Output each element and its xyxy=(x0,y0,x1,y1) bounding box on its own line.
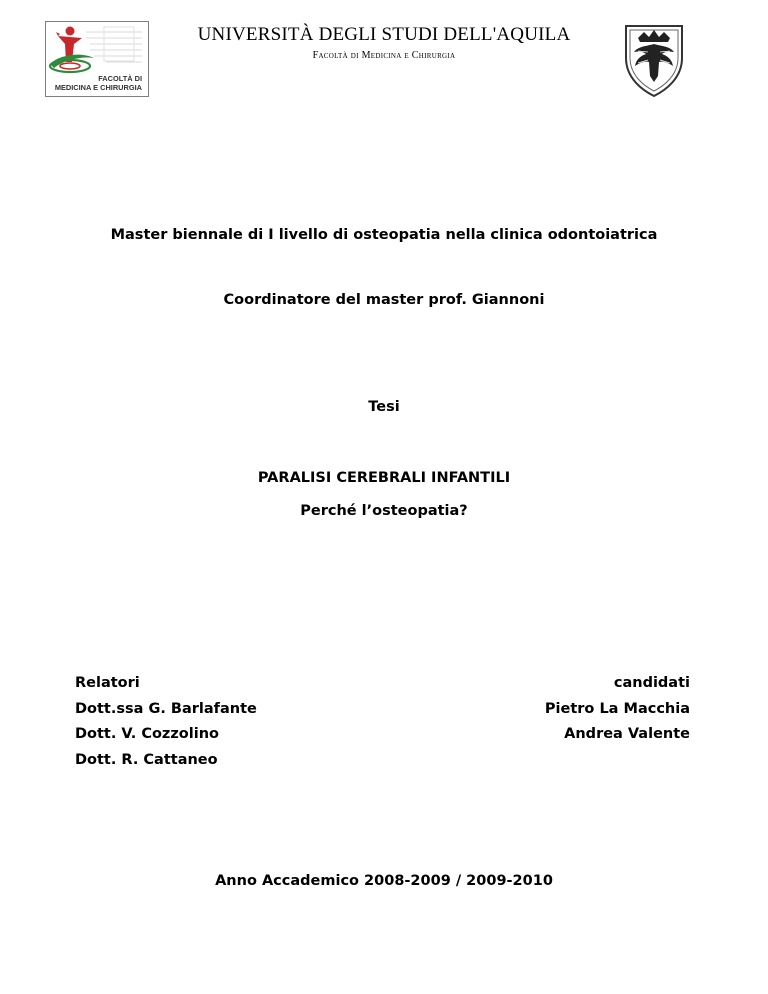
relatore-name: Dott. V. Cozzolino xyxy=(75,726,219,742)
relatori-heading: Relatori xyxy=(75,675,140,691)
university-crest-icon xyxy=(618,18,690,98)
logo-text-line-1: FACOLTÀ DI xyxy=(98,74,142,83)
crest xyxy=(618,18,690,98)
relatore-name: Dott. R. Cattaneo xyxy=(75,752,218,768)
faculty-title: Facoltà di Medicina e Chirurgia xyxy=(312,50,456,61)
university-title: UNIVERSITÀ DEGLI STUDI DELL'AQUILA xyxy=(197,24,571,45)
logo-text-line-2: MEDICINA E CHIRURGIA xyxy=(54,83,142,92)
thesis-subtitle: Perché l’osteopatia? xyxy=(300,503,468,519)
thesis-label: Tesi xyxy=(368,399,400,415)
academic-year: Anno Accademico 2008-2009 / 2009-2010 xyxy=(215,873,553,889)
thesis-title: PARALISI CEREBRALI INFANTILI xyxy=(257,470,511,486)
candidato-name: Andrea Valente xyxy=(564,726,690,742)
candidato-name: Pietro La Macchia xyxy=(544,701,690,717)
coordinator-line: Coordinatore del master prof. Giannoni xyxy=(223,292,545,308)
candidati-heading: candidati xyxy=(613,675,690,691)
relatore-name: Dott.ssa G. Barlafante xyxy=(75,701,257,717)
master-title: Master biennale di I livello di osteopatia nella clinica odontoiatrica xyxy=(110,227,658,243)
